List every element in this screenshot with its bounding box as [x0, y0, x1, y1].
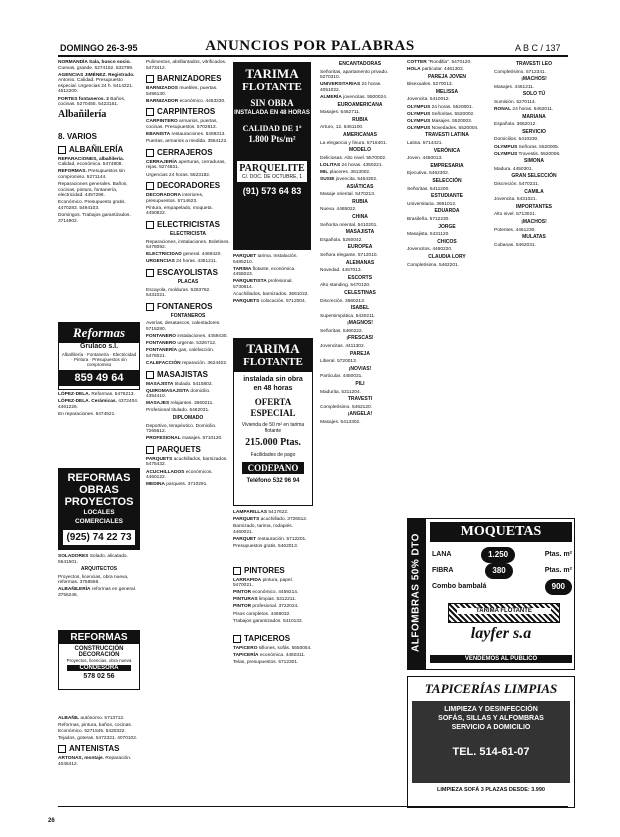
classified-entry: OLYMPUS Travestis. 5520006.	[494, 151, 561, 157]
classified-entry: Española. 5260042.	[320, 237, 363, 243]
section-tapiceros: TAPICEROS	[233, 634, 313, 644]
classified-entry: PARQUETS acuchillado. 3726512.	[233, 517, 308, 523]
ad-reformas-construccion: REFORMAS CONSTRUCCIÓN DECORACIÓN Proyectos, licencias, obra nueva CONDESORA 578 02 56	[58, 630, 140, 690]
checkbox-icon	[233, 567, 241, 575]
classified-entry: Completísima. 5462201.	[407, 262, 459, 268]
ad-title: MOQUETAS	[430, 522, 572, 542]
sub-heading: PLACAS	[177, 278, 199, 285]
classified-entry: ARTONAS, montaje. Reparación. 4045412.	[58, 756, 132, 767]
classified-entry: Pisos completos. 4466032.	[233, 611, 291, 617]
classified-entry: ALBAÑILERÍA reformas en general. 3755246.	[58, 587, 137, 599]
column-4: ENCANTADORAS Señoritas, apartamento privado. 5270310. UNIVERSITARIAS 24 horas. 4051022. ALMERÍA jovencitas. 5500024. EUROAMERICANA Masajes. 5462711. RUBIA Arturo, 12. 5461100. AMERICANAS La elegancia y finura. 5716401. MODELO Deliciosas. Alto nivel. 5570002. LOLITAS 24 horas. 4350221. MIL placeres. 3613002. SUSIE jovencita. 5464302. ASIÁTICAS Masaje oriental. 5470213. RUBIA Nueva. 4465022. CHINA Señorita oriental. 5410201. MASAJISTA Española. 5260042. EUROPEA Señora elegante. 5712010. ALEMANAS Novedad. 4457013. ESCORTS Alto standing. 5470120. CELESTINAS Discreción. 3660213. ISABEL Supersimpática. 5430211. ¡MAGNOS! Señoritas. 5460222. ¡FRESCAS! Jovencitas. 4411302. PAREJA Liberal. 5720013. ¡NOVIAS! Particular. 4450031. PILI Madurita. 5311204. TRAVESTI Completísimo. 5462120. ¡ANGELA! Masajes. 5413302.	[320, 60, 400, 427]
classified-entry: PARQUET tarima. Instalación. 5485210.	[233, 254, 298, 265]
classified-entry: BARNIZADOR económico. 4453230.	[146, 98, 226, 104]
classified-entry: Latina. 5714421.	[407, 141, 443, 147]
classified-entry: Deliciosas. Alto nivel. 5570002.	[320, 155, 387, 161]
section-varios: 8. VARIOS	[58, 131, 97, 141]
classified-entry: Discreción. 3660213.	[320, 298, 366, 304]
classified-entry: Pulimentos, abrillantados, vitrificados. 5473412.	[146, 60, 227, 71]
classified-entry: LÓPEZ-DELA. Cerámicas. 4372404. 4461226.	[58, 399, 139, 410]
classified-entry: Arturo, 12. 5461100.	[320, 125, 364, 131]
column-1-lower	[58, 554, 140, 600]
classified-entry: Puertas, armarios a medida. 3564122.	[146, 139, 228, 145]
classified-entry: Cubanas. 5462031.	[494, 242, 536, 248]
classified-entry: PINTOR profesional. 3722024.	[233, 604, 299, 610]
classified-entry: OLYMPUS Señoritas. 5520002.	[407, 111, 475, 117]
section-escayolistas: ESCAYOLISTAS	[146, 268, 230, 278]
classified-entry: Tejados, goteras. 5472321. 4070102.	[58, 735, 138, 741]
classified-entry: Ejecutiva. 5462302.	[407, 171, 450, 177]
ad-tarima-codepano: TARIMA FLOTANTE instalada sin obra en 48 horas OFERTA ESPECIAL Vivienda de 50 m² en tarima flotante 215.000 Ptas. Facilidades de pago CODEPANO Teléfono 532 96 94	[233, 338, 313, 506]
ad-brand: layfer s.a	[470, 625, 532, 642]
page-number: 26	[48, 818, 55, 824]
classified-entry: OLYMPUS 24 horas. 5520001.	[407, 104, 473, 110]
classified-entry: CERRAJERÍA aperturas, cerraduras, rejas. 5274831.	[146, 159, 226, 171]
classified-entry: LAMPARILLAS 5417622.	[233, 510, 289, 515]
classified-entry: LARRAPIDA pintura, papel. 5470021.	[233, 577, 293, 589]
classified-entry: FONTANERO urgente. 5326712.	[146, 341, 217, 347]
classified-entry: Joven. 4450013.	[407, 156, 443, 162]
classified-entry: TAPICERO sillones, sofás. 5550054.	[233, 646, 312, 652]
ad-phone: TEL. 514-61-07	[452, 746, 530, 758]
classified-entry: Nueva. 4465022.	[320, 207, 357, 213]
classified-entry: Discreción. 5470231.	[494, 182, 540, 187]
classified-entry: ALMERÍA jovencitas. 5500024.	[320, 94, 388, 100]
classified-entry: PARQUETS acuchillados, barnizados. 5475432.	[146, 456, 228, 468]
classified-entry: PARQUET restauración. 5712201.	[233, 536, 307, 542]
header-page: A B C / 137	[515, 43, 561, 53]
ad-tapicerias: TAPICERÍAS LIMPIAS LIMPIEZA Y DESINFECCIÓN SOFÁS, SILLAS Y ALFOMBRAS SERVICIO A DOMICILIO TEL. 514-61-07 LIMPIEZA SOFÁ 3 PLAZAS DESDE: 3.990	[407, 676, 575, 808]
classified-entry: Barnizado, tarima, rodapiés. 4460021.	[233, 524, 293, 535]
classified-entry: TARIMA flotante, económica. 4455023.	[233, 266, 296, 278]
sub-heading: DIPLOMADO	[172, 414, 204, 421]
classified-entry: Masajes. 5413302.	[320, 420, 361, 425]
ad-moquetas: ALFOMBRAS 50% DTO MOQUETAS LANA 1.250 Ptas. m² FIBRA 380 Ptas. m² Combo bambalá 900 TARIMA FLOTANTE layfer s.a VENDEMOS AL PÚBLICO	[407, 518, 575, 670]
classified-entry: OLYMPUS Señoras. 5520005.	[494, 144, 560, 150]
checkbox-icon	[146, 269, 154, 277]
classified-entry: Jovencitas. 4411302.	[320, 344, 365, 350]
classified-entry: Señoritas, apartamento privado. 5270310.	[320, 69, 389, 81]
classified-entry: Pintura, empapelado, moqueta. 4450822.	[146, 205, 213, 217]
classified-entry: Potentes. 4461230.	[494, 227, 536, 233]
classified-entry: MASAJISTA titulado. 5415802.	[146, 381, 213, 387]
footer-rule	[58, 806, 568, 807]
sub-heading: FONTANEROS	[170, 312, 206, 319]
checkbox-icon	[146, 75, 154, 83]
section-parquets: PARQUETS	[146, 445, 230, 455]
classified-entry: Supersimpática. 5430211.	[320, 313, 376, 319]
classified-entry: TAPICERÍA económica. 4460311.	[233, 653, 306, 659]
ad-phone: (91) 573 64 83	[242, 186, 302, 196]
classified-entry: HOLA particular. 4461302.	[407, 67, 465, 73]
ad-phone: 859 49 64	[59, 370, 139, 386]
classified-entry: FONTANERÍA gas, calefacción. 5478021.	[146, 348, 215, 359]
classified-entry: SOLADORES Solado, alicatado. 5541501.	[58, 554, 128, 565]
classified-entry: RONAL 24 horas. 5462011.	[494, 107, 554, 113]
classified-entry: Profesional titulado. 5462031.	[146, 408, 210, 414]
sub-heading: ARQUITECTOS	[80, 566, 118, 573]
classified-entry: SUSIE jovencita. 5464302.	[320, 177, 378, 182]
classified-entry: ALBAÑIL autónomo. 5713712.	[58, 716, 125, 721]
classified-entry: Madurita. 5311204.	[320, 389, 361, 395]
classified-entry: LOLITAS 24 horas. 4350221.	[320, 162, 383, 168]
classified-entry: Económico. Presupuesto gratis. 4470283. 5494103.	[58, 200, 126, 211]
ad-brand: PARQUELITE	[239, 163, 305, 174]
checkbox-icon	[58, 146, 66, 154]
classified-entry: Señora elegante. 5712010.	[320, 252, 378, 258]
classified-entry: Completísimo. 5462120.	[320, 404, 372, 410]
checkbox-icon	[146, 446, 154, 454]
classified-entry: MASAJES relajantes. 3660211.	[146, 401, 214, 407]
classified-entry: Proyectos, licencias, obra nueva, reformas. 3758566.	[58, 574, 129, 586]
section-carpinteros: CARPINTEROS	[146, 107, 230, 117]
classified-entry: LÓPEZ-DELA. Reformas. 5476213.	[58, 392, 135, 397]
classified-entry: REFORMAS. Presupuestos sin compromiso. 5271144.	[58, 169, 125, 181]
classified-entry: AGENCIAS JIMÉNEZ. Registrado. Antonio. Calidad. Presupuesto especial. Urgencias 24 h. 5414221. 4512200.	[58, 72, 135, 95]
classified-entry: Universitaria. 3661012.	[407, 201, 457, 207]
ad-reformas-grulaco: Reformas Grulaco s.l. Albañilería · Fontanería · Electricidad · Pintura · Presupuestos sin compromiso 859 49 64	[58, 322, 140, 390]
classified-entry: DECORADORA interiores, presupuestos. 5714623.	[146, 193, 204, 204]
ad-vertical-text: ALFOMBRAS 50% DTO	[410, 533, 422, 652]
classified-entry: Bisexuales. 5270013.	[407, 82, 453, 88]
column-1-mid	[58, 392, 140, 419]
classified-entry: En reparaciones. 5474521.	[58, 411, 116, 417]
classified-entry: OLYMPUS Novedades. 5520004.	[407, 125, 479, 131]
classified-entry: ACUCHILLADOS económicos. 4460122.	[146, 469, 213, 481]
classified-entry: Masajes. 5462711.	[320, 110, 361, 116]
classified-entry: URGENCIAS 24 horas. 4351211.	[146, 259, 218, 265]
classified-entry: Masajes. 4461211.	[494, 84, 535, 90]
classified-entry: MEDINA parquets. 3710291.	[146, 482, 208, 488]
classified-entry: CALEFACCIÓN reparación. 3624402.	[146, 360, 228, 366]
ad-phone: (925) 74 22 73	[63, 530, 135, 545]
classified-entry: Brasileña. 5712230.	[407, 216, 450, 222]
section-albanileria: ALBAÑILERÍA	[58, 145, 140, 155]
checkbox-icon	[146, 108, 154, 116]
section-electricistas: ELECTRICISTAS	[146, 220, 230, 230]
column-5: COTTER "Rondilla". 5470120. HOLA particular. 4461302. PAREJA JOVEN Bisexuales. 5270013. MELISSA Jovencita. 5410012. OLYMPUS 24 horas. 5520001. OLYMPUS Señoritas. 5520002. OLYMPUS Masajes. 5520003. OLYMPUS Novedades. 5520004. TRAVESTI LATINA Latina. 5714421. VERÓNICA Joven. 4450013. EMPRESARIA Ejecutiva. 5462302. SELECCIÓN Señoritas. 5411200. ESTUDIANTE Universitaria. 3661012. EDUARDA Brasileña. 5712230. JORGE Masajista. 5431120. CHICOS Jovencitos. 4460220. CLAUDIA LORY Completísima. 5462201.	[407, 60, 487, 270]
classified-entry: EBANISTA restauraciones. 5469313.	[146, 132, 226, 138]
page-title: ANUNCIOS POR PALABRAS	[205, 38, 415, 54]
classified-entry: Novedad. 4457013.	[320, 268, 362, 274]
header-rule	[58, 55, 568, 57]
classified-entry: Jovencitos. 4460220.	[407, 247, 453, 253]
classified-entry: CARPINTERO armarios, puertas, cocinas. Presupuestos. 5702813.	[146, 119, 218, 131]
column-1-bottom	[58, 716, 140, 769]
classified-entry: FONTANERO instalaciones. 4459430.	[146, 334, 228, 340]
column-3-lower	[233, 510, 313, 668]
section-pintores: PINTORES	[233, 566, 313, 576]
classified-entry: Liberal. 5720013.	[320, 359, 358, 365]
classified-entry: Jovencita. 5410012.	[407, 97, 450, 103]
header-date: DOMINGO 26-3-95	[60, 43, 138, 53]
checkbox-icon	[146, 149, 154, 157]
classified-entry: Completísimo. 5712341.	[494, 69, 546, 75]
classified-entry: Deportivo, terapéutico. Domicilio. 7265612.	[146, 423, 217, 435]
classified-entry: Presupuestos gratis. 5462013.	[233, 543, 299, 549]
ad-photo: LIMPIEZA Y DESINFECCIÓN SOFÁS, SILLAS Y ALFOMBRAS SERVICIO A DOMICILIO TEL. 514-61-07	[412, 701, 570, 783]
classified-entry: Domingos. Trabajos garantizados. 3714902.	[58, 213, 131, 224]
classified-entry: Sumisión. 5270114.	[494, 99, 537, 105]
section-antenistas: ANTENISTAS	[58, 744, 140, 754]
checkbox-icon	[146, 371, 154, 379]
classified-entry: Jovencita. 5431021.	[494, 197, 537, 203]
classified-entry: Averías, desatascos, calentadores. 5715280.	[146, 321, 221, 332]
classified-entry: Reformas, pintura, baños, cocinas. Económico. 5271545. 5420322.	[58, 723, 133, 734]
classified-entry: MIL placeres. 3613002.	[320, 169, 371, 175]
classified-entry: PINTURAS limpias. 5312211.	[233, 597, 297, 603]
ad-phone: Teléfono 532 96 94	[246, 478, 300, 484]
handwritten-logo: Albañilería	[58, 108, 107, 120]
classified-entry: Masajista. 5431120.	[407, 232, 450, 238]
classified-entry: FORTES fontaneros. 2 Baños, cocinas. 5270455. 5423161.	[58, 96, 126, 108]
classified-entry: OLYMPUS Masajes. 5520003.	[407, 118, 473, 124]
ad-reformas-obras: REFORMAS OBRAS PROYECTOS LOCALES COMERCIALES (925) 74 22 73	[58, 468, 140, 550]
classified-entry: PINTOR económico. 4459214.	[233, 590, 299, 596]
classified-entry: UNIVERSITARIAS 24 horas. 4051022.	[320, 82, 382, 93]
sub-heading: ELECTRICISTA	[169, 231, 207, 237]
classified-entry: Reparaciones, instalaciones. Boletines. 5478092.	[146, 239, 230, 251]
classified-entry: BARNIZADOS muebles, puertas. 5496130.	[146, 86, 218, 97]
classified-entry: Alto nivel. 5713021.	[494, 212, 537, 218]
classified-entry: QUIROMASAJISTA domicilio. 4354410.	[146, 388, 211, 400]
classified-entry: Alto standing. 5470120.	[320, 283, 371, 289]
classified-entry: Señoritas. 5411200.	[407, 186, 450, 192]
classified-entry: Señorita oriental. 5410201.	[320, 222, 378, 228]
ad-brand: CODEPANO	[242, 462, 304, 474]
classified-entry: Señoritas. 5460222.	[320, 328, 363, 334]
classified-entry: Domicilios. 5410230.	[494, 137, 539, 143]
checkbox-icon	[233, 635, 241, 643]
classified-entry: Reparaciones generales. Baños, cocinas, pintura, fontanería, electricidad. 4457296.	[58, 182, 128, 199]
classified-entry: Particular. 4450031.	[320, 374, 363, 380]
classified-entry: Masaje oriental. 5470213.	[320, 192, 376, 198]
classified-entry: REPARACIONES, albañilería. Calidad, económica. 5474808.	[58, 156, 125, 168]
section-fontaneros: FONTANEROS	[146, 302, 230, 312]
checkbox-icon	[146, 303, 154, 311]
section-masajistas: MASAJISTAS	[146, 370, 230, 380]
ad-title: Reformas	[59, 323, 139, 343]
classified-entry: Trabajos garantizados. 5410132.	[233, 618, 303, 624]
classified-entry: PROFESIONAL masajes. 5710120.	[146, 436, 223, 442]
column-6: TRAVESTI LEO Completísimo. 5712341. ¡MACHOS! Masajes. 4461211. SOLO TÚ Sumisión. 5270114. RONAL 24 horas. 5462011. MARIANA Española. 3662012. SERVICIO Domicilios. 5410230. OLYMPUS Señoras. 5520005. OLYMPUS Travestis. 5520006. SIMONA Madura. 4450301. GRAN SELECCIÓN Discreción. 5470231. CAMILA Jovencita. 5431021. IMPORTANTES Alto nivel. 5713021. ¡MACHOS! Potentes. 4461230. MULATAS Cubanas. 5462031.	[494, 60, 574, 250]
checkbox-icon	[58, 745, 66, 753]
section-barnizadores: BARNIZADORES	[146, 74, 230, 84]
checkbox-icon	[146, 221, 154, 229]
ad-company: Grulaco s.l.	[79, 343, 119, 350]
column-2	[146, 60, 230, 489]
classified-entry: Española. 3662012.	[494, 122, 537, 128]
checkbox-icon	[146, 182, 154, 190]
classified-entry: COTTER "Rondilla". 5470120.	[407, 60, 472, 65]
classified-entry: ELECTRICIDAD general. 4468420.	[146, 252, 222, 258]
column-3-mid	[233, 254, 313, 306]
classified-entry: La elegancia y finura. 5716401.	[320, 140, 387, 146]
ad-title: TAPICERÍAS LIMPIAS	[424, 681, 558, 696]
classified-entry: Escayola, molduras. 5263762. 5431021.	[146, 287, 211, 299]
classified-entry: Urgencias 24 horas. 5523182.	[146, 172, 211, 178]
classified-entry: Acuchillados, barnizados. 3661022.	[233, 292, 309, 298]
classified-entry: Madura. 4450301.	[494, 166, 533, 172]
ad-tarima-parquelite: TARIMA FLOTANTE SIN OBRA INSTALADA EN 48 HORAS CALIDAD DE 1ª 1.800 Pts/m² PARQUELITE C/. DOC. DE OCTUBRE, 1 (91) 573 64 83	[233, 62, 311, 250]
classified-entry: PARQUETISTA profesional. 5730614.	[233, 279, 293, 290]
ad-tile-illustration: TARIMA FLOTANTE	[448, 603, 560, 623]
classified-entry: NORMANDÍA Sala, busco socio. Cuevas, grande. 5274152. 532799.	[58, 60, 134, 71]
section-decoradores: DECORADORES	[146, 181, 230, 191]
section-cerrajeros: CERRAJEROS	[146, 148, 230, 158]
classified-entry: Telas, presupuestos. 5712301.	[233, 660, 299, 666]
column-1	[58, 60, 140, 226]
classified-entry: PARQUETS colocación. 5712004.	[233, 299, 306, 305]
